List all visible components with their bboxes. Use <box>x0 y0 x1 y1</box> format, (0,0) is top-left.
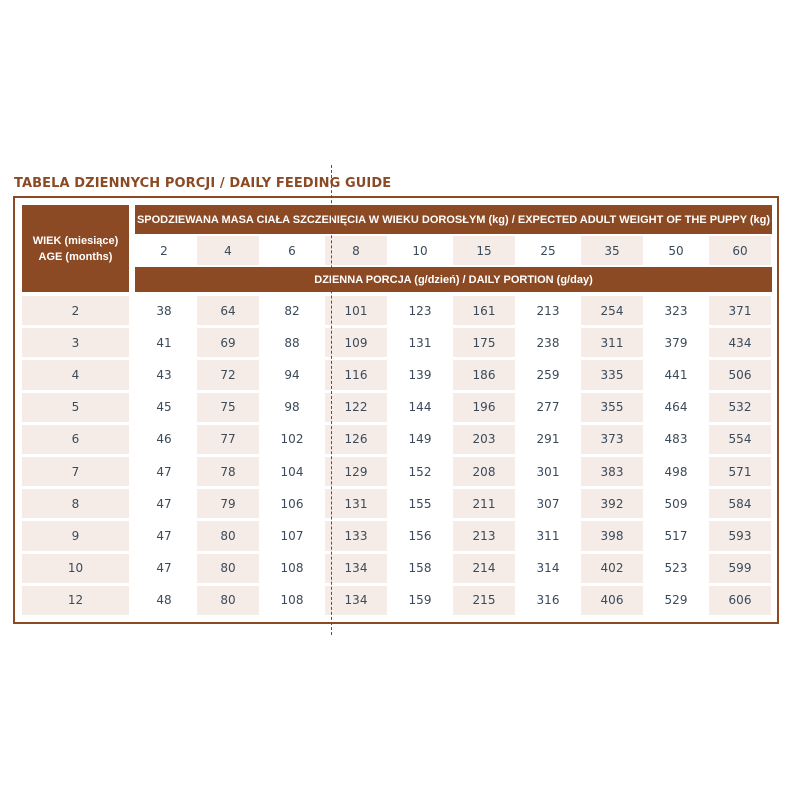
age-cell: 2 <box>22 296 129 325</box>
portion-cell: 144 <box>408 400 432 415</box>
age-cell: 10 <box>22 554 129 583</box>
portion-cell: 383 <box>581 457 643 486</box>
weight-header-cell: 60 <box>709 236 771 265</box>
portion-cell: 254 <box>581 296 643 325</box>
weight-header-cell: 35 <box>581 236 643 265</box>
portion-cell: 131 <box>325 489 387 518</box>
portion-cell: 464 <box>664 400 688 415</box>
weight-header-cell: 15 <box>453 236 515 265</box>
portion-cell: 149 <box>408 432 432 447</box>
portion-cell: 134 <box>325 586 387 615</box>
portion-cell: 88 <box>284 335 300 350</box>
portion-cell: 316 <box>536 593 560 608</box>
portion-cell: 571 <box>709 457 771 486</box>
portion-cell: 79 <box>197 489 259 518</box>
portion-cell: 108 <box>280 593 304 608</box>
portion-cell: 77 <box>197 425 259 454</box>
portion-cell: 139 <box>408 367 432 382</box>
portion-cell: 48 <box>156 593 172 608</box>
portion-cell: 94 <box>284 367 300 382</box>
age-header-line-1: WIEK (miesiące) <box>32 234 119 247</box>
portion-cell: 78 <box>197 457 259 486</box>
portion-cell: 109 <box>325 328 387 357</box>
portion-cell: 75 <box>197 393 259 422</box>
portion-cell: 80 <box>197 586 259 615</box>
portion-cell: 498 <box>664 464 688 479</box>
portion-cell: 47 <box>156 496 172 511</box>
portion-cell: 126 <box>325 425 387 454</box>
portion-cell: 69 <box>197 328 259 357</box>
portion-cell: 131 <box>408 335 432 350</box>
age-cell: 4 <box>22 360 129 389</box>
portion-cell: 158 <box>408 561 432 576</box>
portion-cell: 156 <box>408 528 432 543</box>
portion-cell: 98 <box>284 400 300 415</box>
portion-cell: 47 <box>156 528 172 543</box>
portion-cell: 38 <box>156 303 172 318</box>
weight-header-cell: 4 <box>197 236 259 265</box>
portion-cell: 122 <box>325 393 387 422</box>
portion-cell: 506 <box>709 360 771 389</box>
weight-header-cell: 25 <box>540 243 556 258</box>
age-header-line-2: AGE (months) <box>38 250 113 263</box>
portion-cell: 554 <box>709 425 771 454</box>
portion-cell: 161 <box>453 296 515 325</box>
age-cell: 12 <box>22 586 129 615</box>
portion-cell: 82 <box>284 303 300 318</box>
portion-cell: 379 <box>664 335 688 350</box>
portion-cell: 101 <box>325 296 387 325</box>
portion-cell: 584 <box>709 489 771 518</box>
portion-cell: 259 <box>536 367 560 382</box>
portion-cell: 47 <box>156 464 172 479</box>
portion-cell: 323 <box>664 303 688 318</box>
portion-cell: 108 <box>280 561 304 576</box>
portion-cell: 291 <box>536 432 560 447</box>
portion-cell: 208 <box>453 457 515 486</box>
portion-cell: 311 <box>536 528 560 543</box>
portion-cell: 593 <box>709 521 771 550</box>
portion-cell: 311 <box>581 328 643 357</box>
page-title: TABELA DZIENNYCH PORCJI / DAILY FEEDING GUIDE <box>14 176 392 191</box>
portion-cell: 104 <box>280 464 304 479</box>
portion-cell: 214 <box>453 554 515 583</box>
portion-cell: 107 <box>280 528 304 543</box>
portion-cell: 523 <box>664 561 688 576</box>
portion-cell: 392 <box>581 489 643 518</box>
portion-cell: 134 <box>325 554 387 583</box>
portion-cell: 175 <box>453 328 515 357</box>
portion-cell: 373 <box>581 425 643 454</box>
portion-cell: 203 <box>453 425 515 454</box>
portion-cell: 129 <box>325 457 387 486</box>
portion-cell: 213 <box>536 303 560 318</box>
age-cell: 5 <box>22 393 129 422</box>
portion-cell: 133 <box>325 521 387 550</box>
portion-cell: 509 <box>664 496 688 511</box>
portion-cell: 186 <box>453 360 515 389</box>
weight-header-cell: 6 <box>288 243 296 258</box>
age-cell: 7 <box>22 457 129 486</box>
age-cell: 9 <box>22 521 129 550</box>
weight-header-cell: 8 <box>325 236 387 265</box>
portion-cell: 277 <box>536 400 560 415</box>
portion-cell: 47 <box>156 561 172 576</box>
portion-cell: 483 <box>664 432 688 447</box>
portion-cell: 211 <box>453 489 515 518</box>
portion-cell: 46 <box>156 432 172 447</box>
portion-cell: 155 <box>408 496 432 511</box>
portion-cell: 434 <box>709 328 771 357</box>
weight-header-band: SPODZIEWANA MASA CIAŁA SZCZENIĘCIA W WIEKU DOROSŁYM (kg) / EXPECTED ADULT WEIGHT OF THE PUPPY (kg) <box>135 205 772 234</box>
portion-cell: 64 <box>197 296 259 325</box>
age-cell: 8 <box>22 489 129 518</box>
feeding-table-frame <box>13 196 779 624</box>
portion-cell: 335 <box>581 360 643 389</box>
portion-cell: 402 <box>581 554 643 583</box>
portion-cell: 441 <box>664 367 688 382</box>
portion-cell: 314 <box>536 561 560 576</box>
portion-cell: 106 <box>280 496 304 511</box>
portion-header-band: DZIENNA PORCJA (g/dzień) / DAILY PORTION (g/day) <box>135 267 772 292</box>
portion-cell: 116 <box>325 360 387 389</box>
portion-cell: 355 <box>581 393 643 422</box>
weight-header-cell: 10 <box>412 243 428 258</box>
portion-cell: 213 <box>453 521 515 550</box>
portion-cell: 371 <box>709 296 771 325</box>
portion-cell: 159 <box>408 593 432 608</box>
portion-cell: 529 <box>664 593 688 608</box>
portion-cell: 45 <box>156 400 172 415</box>
age-cell: 3 <box>22 328 129 357</box>
portion-cell: 517 <box>664 528 688 543</box>
guide-dashed-line <box>331 165 332 635</box>
weight-header-cell: 2 <box>160 243 168 258</box>
portion-cell: 215 <box>453 586 515 615</box>
portion-cell: 599 <box>709 554 771 583</box>
age-cell: 6 <box>22 425 129 454</box>
portion-cell: 123 <box>408 303 432 318</box>
portion-cell: 80 <box>197 521 259 550</box>
portion-cell: 72 <box>197 360 259 389</box>
portion-cell: 406 <box>581 586 643 615</box>
age-column-header <box>22 205 129 292</box>
portion-cell: 80 <box>197 554 259 583</box>
weight-header-cell: 50 <box>668 243 684 258</box>
feeding-table <box>22 205 772 617</box>
portion-cell: 238 <box>536 335 560 350</box>
portion-cell: 152 <box>408 464 432 479</box>
portion-cell: 43 <box>156 367 172 382</box>
portion-cell: 307 <box>536 496 560 511</box>
portion-cell: 532 <box>709 393 771 422</box>
portion-cell: 102 <box>280 432 304 447</box>
portion-cell: 606 <box>709 586 771 615</box>
portion-cell: 301 <box>536 464 560 479</box>
portion-cell: 398 <box>581 521 643 550</box>
portion-cell: 196 <box>453 393 515 422</box>
portion-cell: 41 <box>156 335 172 350</box>
